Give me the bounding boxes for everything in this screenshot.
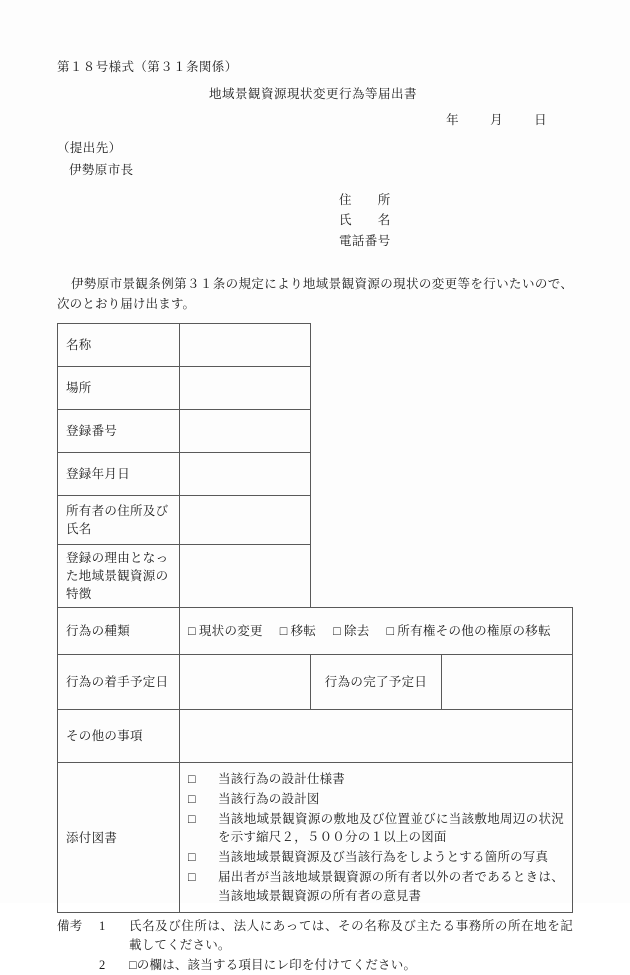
checkbox-icon[interactable]: □: [333, 624, 341, 639]
row-value-registration-reason[interactable]: [180, 545, 311, 608]
table-row-other: [58, 710, 573, 763]
submit-to-label: （提出先）: [57, 140, 122, 155]
applicant-block: [57, 190, 573, 252]
document-title: 地域景観資源現状変更行為等届出書: [208, 86, 417, 101]
checkbox-icon[interactable]: □: [188, 791, 196, 806]
remarks-section: [57, 917, 573, 975]
remark-number: 1: [99, 919, 106, 934]
label-text: 行為の着手予定日: [66, 675, 169, 690]
row-label-name: [58, 324, 180, 367]
attachment-label: 当該地域景観資源及び当該行為をしようとする箇所の写真: [218, 850, 549, 865]
table-row: [58, 545, 573, 608]
row-value-other-matters[interactable]: [180, 710, 573, 763]
table-row-act-type: [58, 608, 573, 655]
attachment-label: 届出者が当該地域景観資源の所有者以外の者であるときは、当該地域景観資源の所有者の意見書: [218, 869, 564, 903]
label-text: 添付図書: [66, 830, 118, 845]
checkbox-icon[interactable]: □: [386, 624, 395, 639]
attachment-list: [188, 770, 564, 905]
attachment-label: 当該地域景観資源の敷地及び位置並びに当該敷地周辺の状況を示す縮尺２，５００分の１以上の図面: [218, 811, 564, 845]
table-row: [58, 410, 573, 453]
date-line: [57, 110, 573, 128]
table-row: [58, 324, 573, 367]
intro-text: 伊勢原市景観条例第３１条の規定により地域景観資源の現状の変更等を行いたいので、次のとおり届け出ます。: [57, 276, 573, 311]
row-label-registration-reason: [58, 545, 180, 608]
row-label-other-matters: [58, 710, 180, 763]
label-text: 登録年月日: [66, 467, 131, 482]
applicant-name-label: 氏 名: [339, 213, 391, 228]
list-item[interactable]: [188, 770, 564, 789]
row-value-owner-address-name[interactable]: [180, 496, 311, 545]
row-label-place: [58, 367, 180, 410]
row-label-end-date: 行為の完了予定日: [311, 655, 442, 710]
checkbox-icon[interactable]: □: [188, 850, 196, 865]
remark-item: [57, 917, 573, 955]
checkbox-icon[interactable]: □: [188, 811, 196, 826]
label-text: 場所: [66, 381, 92, 396]
checkbox-icon[interactable]: □: [188, 624, 196, 639]
checkbox-option-iten[interactable]: [280, 624, 316, 638]
list-item[interactable]: [188, 848, 564, 867]
label-text: その他の事項: [66, 729, 143, 744]
table-row-attachments: [58, 763, 573, 913]
row-label-act-type: [58, 608, 180, 655]
row-label-owner-address-name: [58, 496, 180, 545]
remark-text: □の欄は、該当する項目にレ印を付けてください。: [129, 958, 417, 973]
label-text: 所有者の住所及び氏名: [66, 504, 169, 537]
row-value-end-date[interactable]: [442, 655, 573, 710]
row-value-place[interactable]: [180, 367, 311, 410]
label-text: 登録の理由となった地域景観資源の特徴: [66, 550, 169, 602]
submit-to-recipient: 伊勢原市長: [69, 162, 134, 177]
checkbox-option-genjo-henko[interactable]: [188, 624, 263, 638]
table-row: [58, 496, 573, 545]
date-month-label: 月: [490, 112, 504, 127]
table-row: [58, 453, 573, 496]
row-label-registration-number: [58, 410, 180, 453]
checkbox-icon[interactable]: □: [188, 772, 196, 787]
label-text: 登録番号: [66, 424, 118, 439]
row-value-name[interactable]: [180, 324, 311, 367]
act-type-options: [180, 608, 573, 655]
label-text: 名称: [66, 338, 92, 353]
form-sheet: [57, 58, 573, 975]
row-value-registration-number[interactable]: [180, 410, 311, 453]
remarks-heading: 備考: [57, 919, 83, 934]
date-day-label: 日: [534, 112, 547, 127]
remark-number: 2: [99, 958, 106, 973]
list-item[interactable]: [188, 790, 564, 809]
checkbox-label: 現状の変更: [198, 624, 263, 639]
attachment-label: 当該行為の設計仕様書: [218, 772, 346, 787]
attachment-label: 当該行為の設計図: [218, 791, 320, 806]
checkbox-option-jokyo[interactable]: [333, 624, 369, 638]
list-item[interactable]: [188, 868, 564, 906]
form-number: 第１８号様式（第３１条関係）: [57, 60, 238, 74]
row-label-attachments: [58, 763, 180, 913]
checkbox-label: 除去: [343, 624, 370, 639]
date-year-label: 年: [446, 112, 460, 127]
checkbox-option-shoyuken-iten[interactable]: [386, 624, 550, 638]
applicant-phone-label: 電話番号: [339, 234, 391, 248]
checkbox-icon[interactable]: □: [279, 624, 288, 639]
row-value-registration-date[interactable]: [180, 453, 311, 496]
row-value-start-date[interactable]: [180, 655, 311, 710]
list-item[interactable]: [188, 810, 564, 848]
remark-text: 氏名及び住所は、法人にあっては、その名称及び主たる事務所の所在地を記載してください。: [129, 919, 573, 953]
checkbox-icon[interactable]: □: [188, 869, 196, 884]
checkbox-label: 所有権その他の権原の移転: [397, 624, 551, 639]
applicant-address-label: 住 所: [339, 192, 391, 207]
label-text: 行為の種類: [66, 624, 131, 639]
intro-paragraph: [57, 274, 573, 315]
checkbox-label: 移転: [290, 624, 317, 639]
attachments-list-cell: [180, 763, 573, 913]
row-label-registration-date: [58, 453, 180, 496]
remark-item: [57, 956, 573, 975]
table-row-schedule: [58, 655, 573, 710]
table-row: [58, 367, 573, 410]
row-label-start-date: [58, 655, 180, 710]
application-table: [57, 323, 573, 913]
